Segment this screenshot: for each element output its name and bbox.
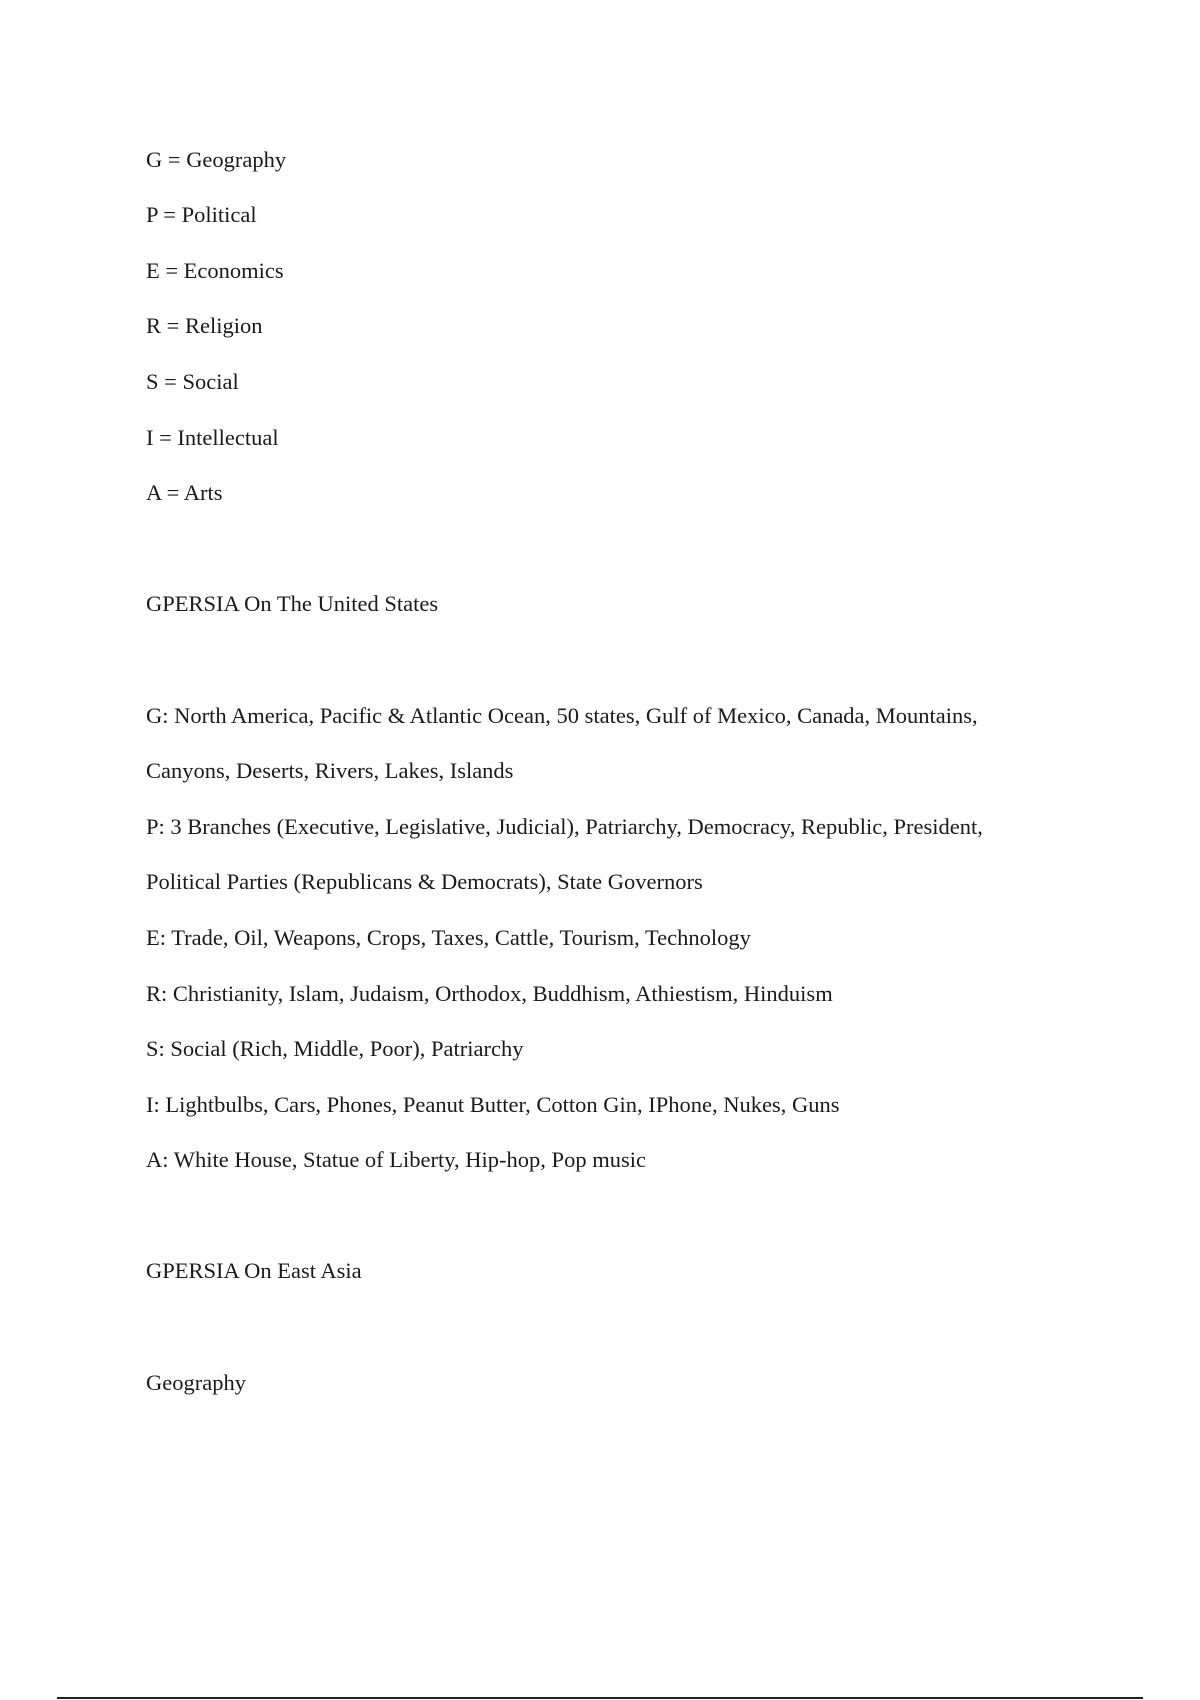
page-bottom-divider: [57, 1697, 1143, 1699]
legend-economics: E = Economics: [146, 258, 284, 283]
us-geography-line-2: Canyons, Deserts, Rivers, Lakes, Islands: [146, 758, 514, 783]
us-arts-line: A: White House, Statue of Liberty, Hip-hop, Pop music: [146, 1147, 646, 1172]
legend-intellectual: I = Intellectual: [146, 425, 279, 450]
east-asia-geography-subheading: Geography: [146, 1370, 246, 1395]
us-political-line-1: P: 3 Branches (Executive, Legislative, Judicial), Patriarchy, Democracy, Republic, President,: [146, 814, 983, 839]
legend-geography: G = Geography: [146, 147, 287, 172]
legend-political: P = Political: [146, 202, 257, 227]
us-religion-line: R: Christianity, Islam, Judaism, Orthodox, Buddhism, Athiestism, Hinduism: [146, 981, 833, 1006]
legend-religion: R = Religion: [146, 313, 263, 338]
us-section-heading: GPERSIA On The United States: [146, 591, 439, 616]
us-political-line-2: Political Parties (Republicans & Democrats), State Governors: [146, 869, 703, 894]
us-geography-line-1: G: North America, Pacific & Atlantic Ocean, 50 states, Gulf of Mexico, Canada, Mountains,: [146, 703, 978, 728]
us-economics-line: E: Trade, Oil, Weapons, Crops, Taxes, Cattle, Tourism, Technology: [146, 925, 751, 950]
legend-arts: A = Arts: [146, 480, 223, 505]
east-asia-section-heading: GPERSIA On East Asia: [146, 1258, 362, 1283]
us-intellectual-line: I: Lightbulbs, Cars, Phones, Peanut Butter, Cotton Gin, IPhone, Nukes, Guns: [146, 1092, 840, 1117]
us-social-line: S: Social (Rich, Middle, Poor), Patriarchy: [146, 1036, 524, 1061]
legend-social: S = Social: [146, 369, 239, 394]
